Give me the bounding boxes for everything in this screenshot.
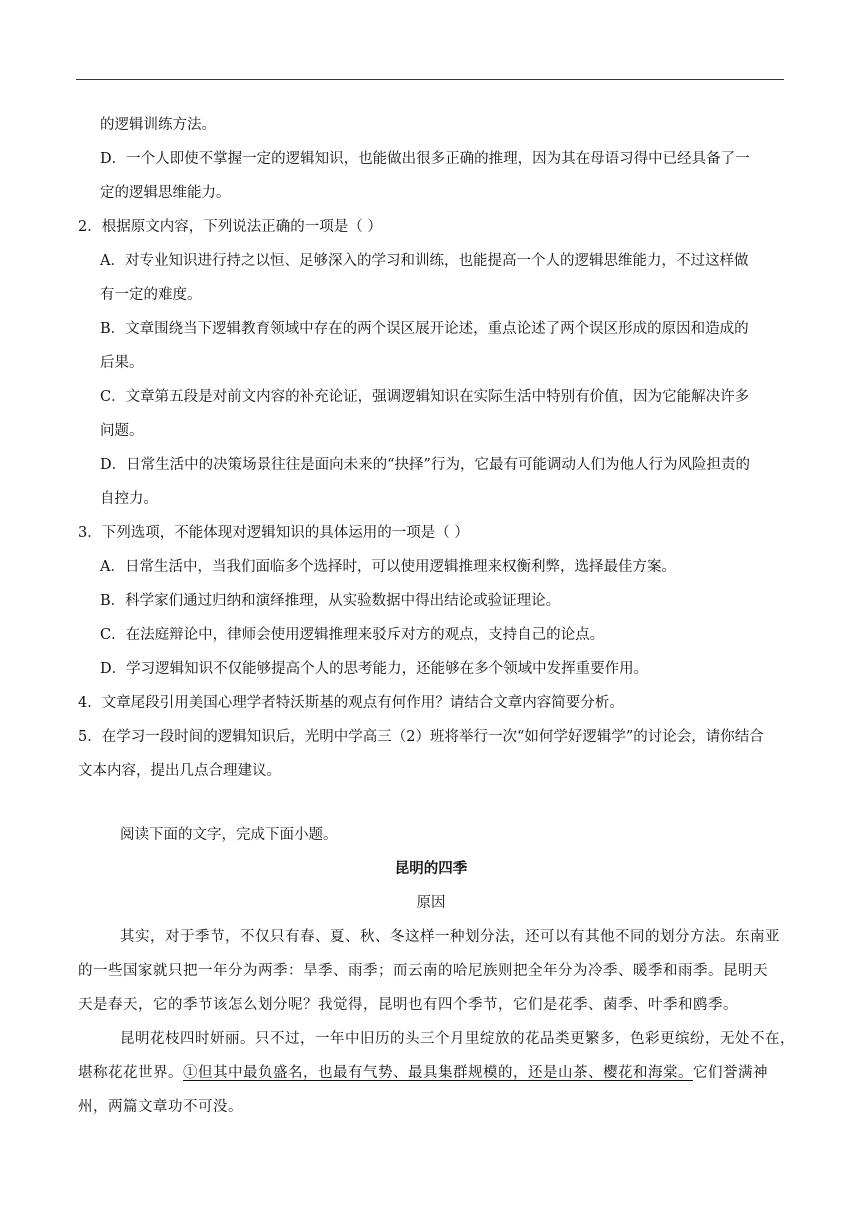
q5-stem-line1: 5．在学习一段时间的逻辑知识后，光明中学高三（2）班将举行一次“如何学好逻辑学”的讨论会，请你结合 bbox=[78, 729, 764, 745]
q3-option-b: B．科学家们通过归纳和演绎推理，从实验数据中得出结论或验证理论。 bbox=[100, 593, 561, 609]
q3-option-c: C．在法庭辩论中，律师会使用逻辑推理来驳斥对方的观点，支持自己的论点。 bbox=[100, 627, 605, 643]
paragraph-2-line1: 昆明花枝四时妍丽。只不过，一年中旧历的头三个月里绽放的花品类更繁多，色彩更缤纷，无处不在， bbox=[120, 1031, 795, 1047]
q3-stem: 3．下列选项，不能体现对逻辑知识的具体运用的一项是（ ） bbox=[78, 525, 469, 541]
q2-option-a-line1: A．对专业知识进行持之以恒、足够深入的学习和训练，也能提高一个人的逻辑思维能力，不过这样做 bbox=[100, 253, 749, 269]
article-title: 昆明的四季 bbox=[394, 860, 468, 877]
reading-instruction: 阅读下面的文字，完成下面小题。 bbox=[120, 827, 338, 843]
underlined-sentence-1: ①但其中最负盛名，也最有气势、最具集群规模的，还是山茶、樱花和海棠。 bbox=[183, 1065, 693, 1081]
q2-option-d-line1: D．日常生活中的决策场景往往是面向未来的“抉择”行为，它最有可能调动人们为他人行为风险担责的 bbox=[100, 457, 750, 473]
q2-option-c-line2: 问题。 bbox=[100, 423, 144, 439]
q2-option-c-line1: C．文章第五段是对前文内容的补充论证，强调逻辑知识在实际生活中特别有价值，因为它能解决许多 bbox=[100, 389, 750, 405]
q2-option-a-line2: 有一定的难度。 bbox=[100, 287, 202, 303]
q2-option-d-line2: 自控力。 bbox=[100, 491, 158, 507]
header-rule bbox=[76, 79, 784, 80]
document-page bbox=[78, 108, 795, 1124]
q4-stem: 4．文章尾段引用美国心理学者特沃斯基的观点有何作用？请结合文章内容简要分析。 bbox=[78, 695, 624, 711]
q2-stem: 2．根据原文内容，下列说法正确的一项是（ ） bbox=[78, 219, 382, 235]
q2-option-b-line2: 后果。 bbox=[100, 355, 144, 371]
paragraph-1-line2: 的一些国家就只把一年分为两季：旱季、雨季；而云南的哈尼族则把全年分为冷季、暖季和雨季。昆明天 bbox=[78, 963, 768, 979]
paragraph-2-line2 bbox=[78, 1056, 784, 1090]
paragraph-1-line3: 天是春天，它的季节该怎么划分呢？我觉得，昆明也有四个季节，它们是花季、菌季、叶季和鸥季。 bbox=[78, 997, 738, 1013]
q3-option-a: A．日常生活中，当我们面临多个选择时，可以使用逻辑推理来权衡利弊，选择最佳方案。 bbox=[100, 559, 676, 575]
q1-option-d-line1: D．一个人即使不掌握一定的逻辑知识，也能做出很多正确的推理，因为其在母语习得中已经具备了一 bbox=[100, 151, 750, 167]
q1-option-d-line2: 定的逻辑思维能力。 bbox=[100, 185, 231, 201]
q5-stem-line2: 文本内容，提出几点合理建议。 bbox=[78, 763, 281, 779]
q3-option-d: D．学习逻辑知识不仅能够提高个人的思考能力，还能够在多个领域中发挥重要作用。 bbox=[100, 661, 649, 677]
paragraph-1-line1: 其实，对于季节，不仅只有春、夏、秋、冬这样一种划分法，还可以有其他不同的划分方法。东南亚 bbox=[120, 929, 780, 945]
q2-option-b-line1: B．文章围绕当下逻辑教育领域中存在的两个误区展开论述，重点论述了两个误区形成的原因和造成的 bbox=[100, 321, 749, 337]
paragraph-2-line3: 州，两篇文章功不可没。 bbox=[78, 1099, 243, 1115]
paragraph-2-text-pre: 堪称花花世界。 bbox=[78, 1065, 183, 1081]
paragraph-2-text-post: 它们誉满神 bbox=[693, 1065, 768, 1081]
q1-option-c-continuation: 的逻辑训练方法。 bbox=[100, 117, 216, 133]
article-author: 原因 bbox=[416, 895, 446, 911]
